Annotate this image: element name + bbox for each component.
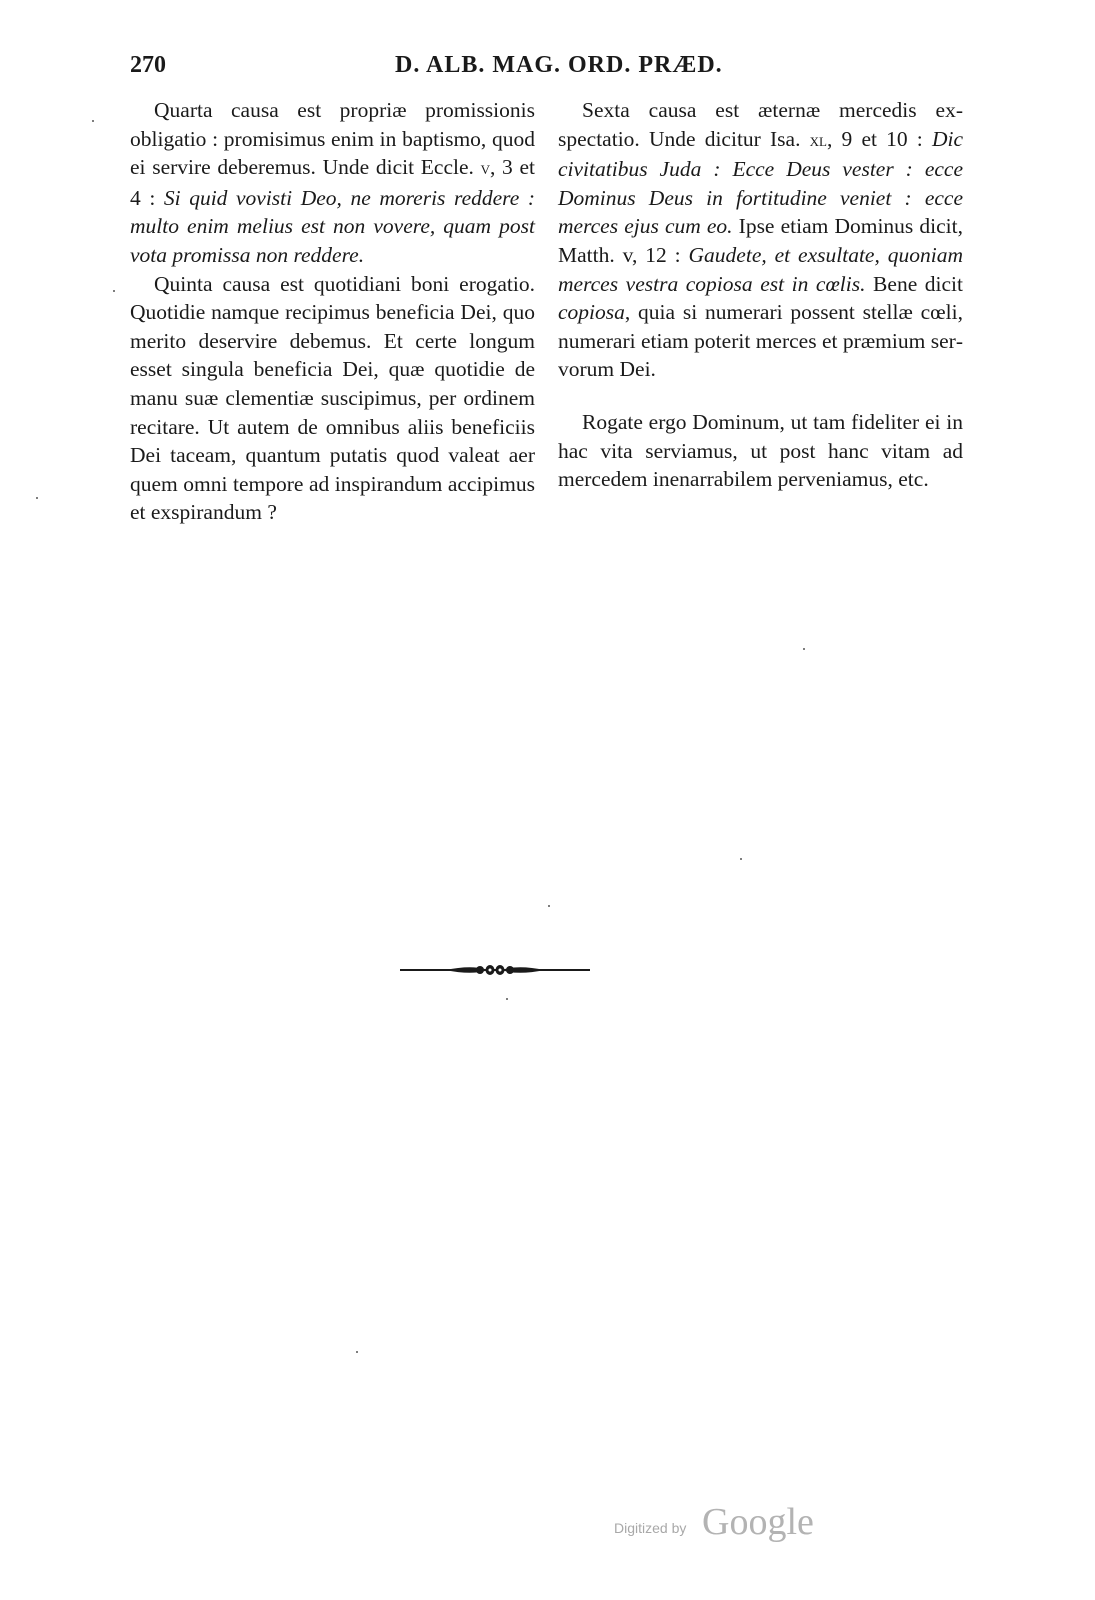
paragraph-quinta-causa: Quinta causa est quotidiani boni erogatio. Quotidie namque recipimus beneficia Dei, quo merito deservire debemus. Et certe longum esset singula beneficia Dei, quæ quotidie de manu suæ clementiæ suscipimus, per ordinem recitare. Ut autem de omnibus aliis beneficiis Dei taceam, quantum putatis quod valeat aer quem omni tempore ad inspirandum accipimus et exspirandum ? (130, 271, 535, 525)
paragraph-sexta-causa (558, 96, 963, 384)
scripture-quote: Gaudete, et exsultate, quoniam merces vestra copiosa est in cœlis. (558, 242, 963, 296)
paragraph-rogate: Rogate ergo Dominum, ut tam fideliter ei in hac vita serviamus, ut post hanc vitam ad mercedem inenarrabilem perveniamus, etc. (558, 409, 963, 492)
text-run: Bene dicit (865, 271, 964, 296)
page-header (130, 52, 960, 86)
left-column (130, 96, 535, 527)
scripture-quote: Si quid vovisti Deo, ne moreris reddere : multo enim melius est non vovere, quam post vota promissa non reddere. (130, 185, 536, 267)
scan-speck (740, 858, 742, 860)
scripture-quote: Dic civitatibus Juda : Ecce Deus vester : ecce Dominus Deus in fortitudine veniet : ecce merces ejus cum eo. (558, 126, 963, 239)
text-run: , 9 et 10 : (826, 126, 932, 151)
text-run: Quarta causa est propriæ promissionis obligatio : promisimus enim in baptismo, quod ei servire deberemus. Unde dicit Eccle. (130, 98, 535, 180)
text-run: Sexta causa est æternæ mercedis exspectatio. Unde dicitur Isa. (558, 98, 963, 151)
emphasis: copiosa (558, 300, 625, 325)
digitized-by-label: Digitized by (614, 1520, 687, 1536)
running-head: D. ALB. MAG. ORD. PRÆD. (395, 52, 723, 78)
chapter-numeral: v (480, 158, 490, 180)
text-run: , 3 et 4 : (130, 155, 535, 210)
scan-speck (803, 648, 805, 650)
paragraph-quarta-causa (130, 96, 535, 270)
scan-speck (92, 120, 94, 122)
google-logo: Google (702, 1501, 814, 1543)
scan-speck (356, 1351, 358, 1353)
scan-speck (113, 290, 115, 292)
text-run: , quia si numerari possent stellæ cœli, numerari etiam poterit merces et præmium servorum Dei. (558, 300, 963, 382)
scan-speck (548, 905, 550, 907)
text-run: Ipse etiam Dominus dicit, Matth. v, 12 : (558, 214, 963, 267)
scan-speck (36, 497, 38, 499)
ornament-divider (400, 960, 590, 980)
chapter-numeral: xl (809, 129, 827, 151)
right-column (558, 96, 963, 494)
scan-speck (506, 998, 508, 1000)
page-number: 270 (130, 52, 166, 78)
